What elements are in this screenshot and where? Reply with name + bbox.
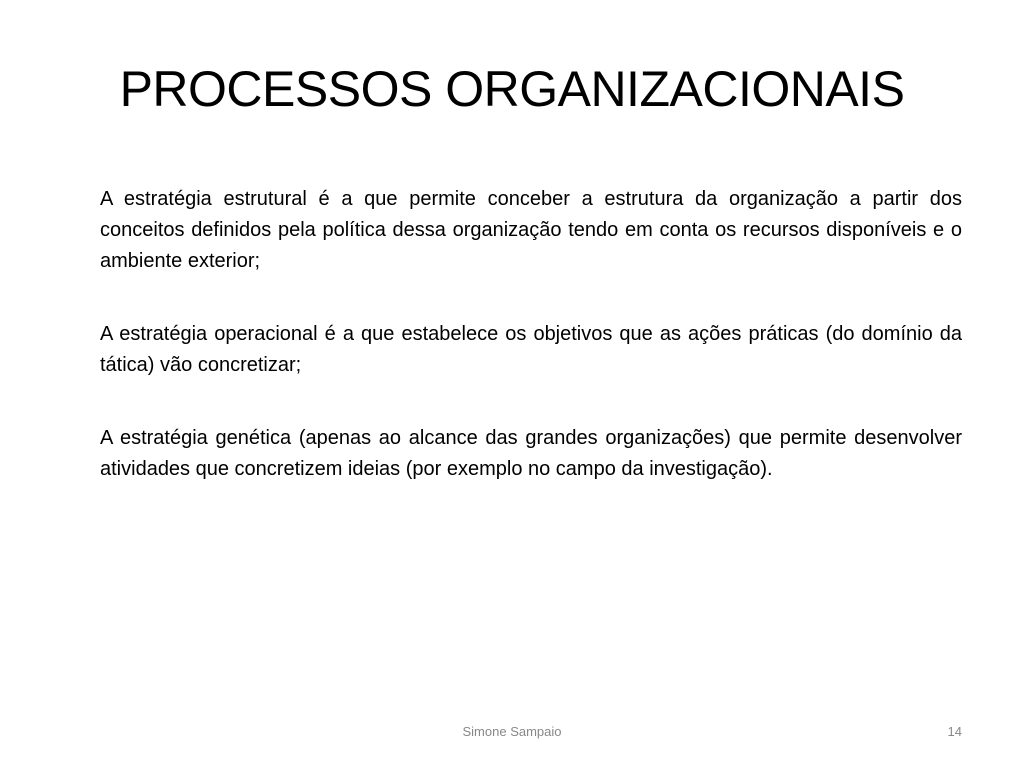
- slide-body: [100, 184, 962, 527]
- paragraph-estrutural: A estratégia estrutural é a que permite conceber a estrutura da organização a partir dos conceitos definidos pela política dessa organização tendo em conta os recursos disponíveis e o ambiente exterior;: [100, 188, 962, 272]
- paragraph-genetica: A estratégia genética (apenas ao alcance das grandes organizações) que permite desenvolver atividades que concretizem ideias (por exemplo no campo da investigação).: [100, 427, 962, 480]
- slide-title: PROCESSOS ORGANIZACIONAIS: [119, 61, 905, 117]
- footer-author: Simone Sampaio: [462, 724, 562, 739]
- page-number: 14: [947, 724, 962, 739]
- paragraph-operacional: A estratégia operacional é a que estabelece os objetivos que as ações práticas (do domínio da tática) vão concretizar;: [100, 323, 962, 376]
